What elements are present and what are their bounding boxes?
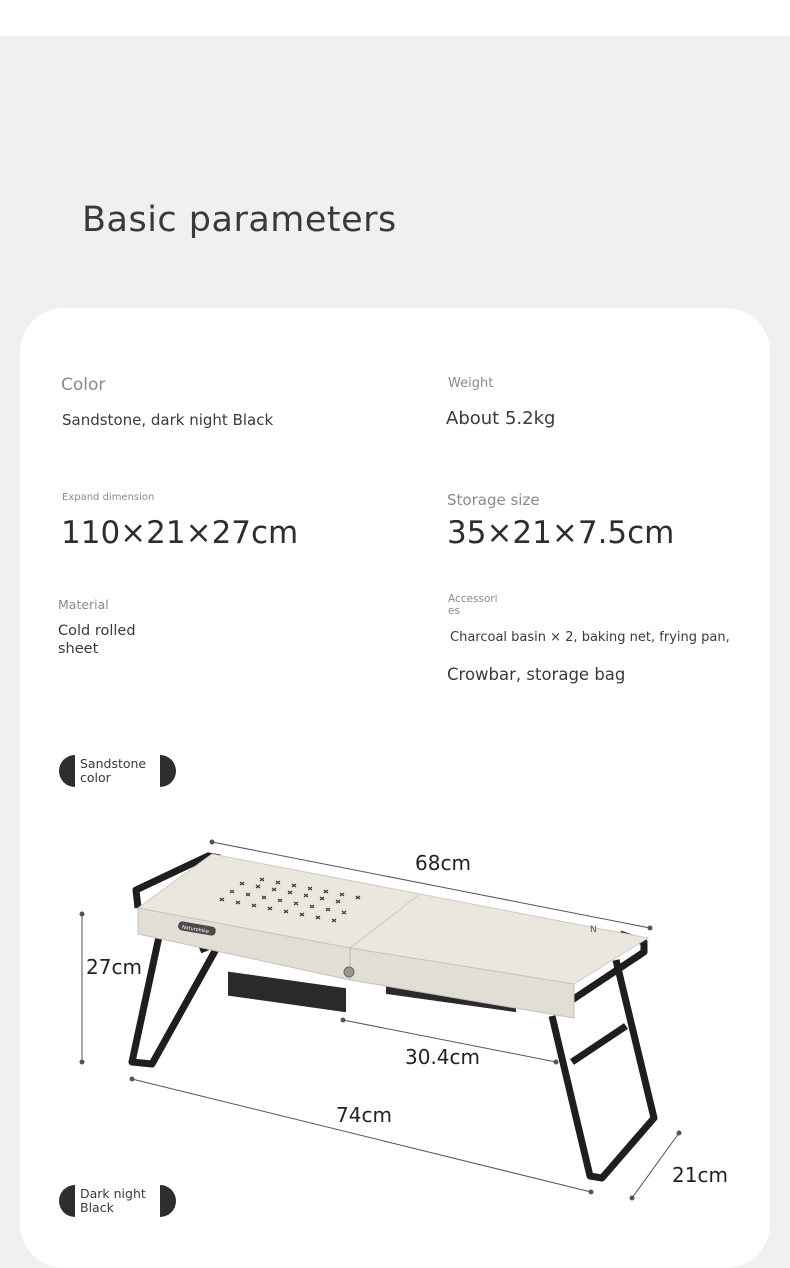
material-label: Material xyxy=(58,597,109,612)
variant-dark-night-black-line2: Black xyxy=(80,1200,114,1215)
material-value-line1: Cold rolled xyxy=(58,623,136,639)
material-value xyxy=(58,622,136,658)
dimension-inner-length: 30.4cm xyxy=(405,1045,481,1069)
top-strip xyxy=(0,0,790,36)
weight-value: About 5.2kg xyxy=(446,408,556,429)
logo-mark: N xyxy=(590,925,597,935)
accessories-label-line1: Accessori xyxy=(448,593,498,605)
variant-sandstone-line1: Sandstone xyxy=(80,756,147,771)
left-vent-block xyxy=(228,972,346,1013)
storage-size-value: 35×21×7.5cm xyxy=(447,515,675,551)
dimension-height: 27cm xyxy=(86,955,142,979)
accessories-value-line2: Crowbar, storage bag xyxy=(447,665,626,684)
swatch-right-half xyxy=(160,755,176,787)
accessories-value-line1: Charcoal basin × 2, baking net, frying pan, xyxy=(450,630,730,645)
page-title: Basic parameters xyxy=(82,200,397,240)
swatch-left-half xyxy=(59,755,75,787)
variant-sandstone-line2: color xyxy=(80,770,111,785)
dimension-top-length: 68cm xyxy=(415,851,471,875)
brand-badge-text: Naturehike xyxy=(181,924,210,936)
expand-dimension-value: 110×21×27cm xyxy=(61,515,299,551)
weight-label: Weight xyxy=(448,376,494,391)
variant-sandstone-label xyxy=(80,757,160,785)
variant-dark-night-black-line1: Dark night xyxy=(80,1186,146,1201)
color-value: Sandstone, dark night Black xyxy=(62,411,274,429)
material-value-line2: sheet xyxy=(58,641,99,657)
dimension-depth: 21cm xyxy=(672,1163,728,1187)
accessories-label-line2: es xyxy=(448,605,460,617)
hinge-knob xyxy=(344,967,354,977)
color-label: Color xyxy=(61,375,106,395)
accessories-label xyxy=(448,593,498,617)
dimension-bottom-length: 74cm xyxy=(336,1103,392,1127)
variant-sandstone[interactable] xyxy=(59,755,176,787)
expand-dimension-label: Expand dimension xyxy=(62,492,155,503)
storage-size-label: Storage size xyxy=(447,491,540,509)
product-illustration xyxy=(60,830,740,1210)
